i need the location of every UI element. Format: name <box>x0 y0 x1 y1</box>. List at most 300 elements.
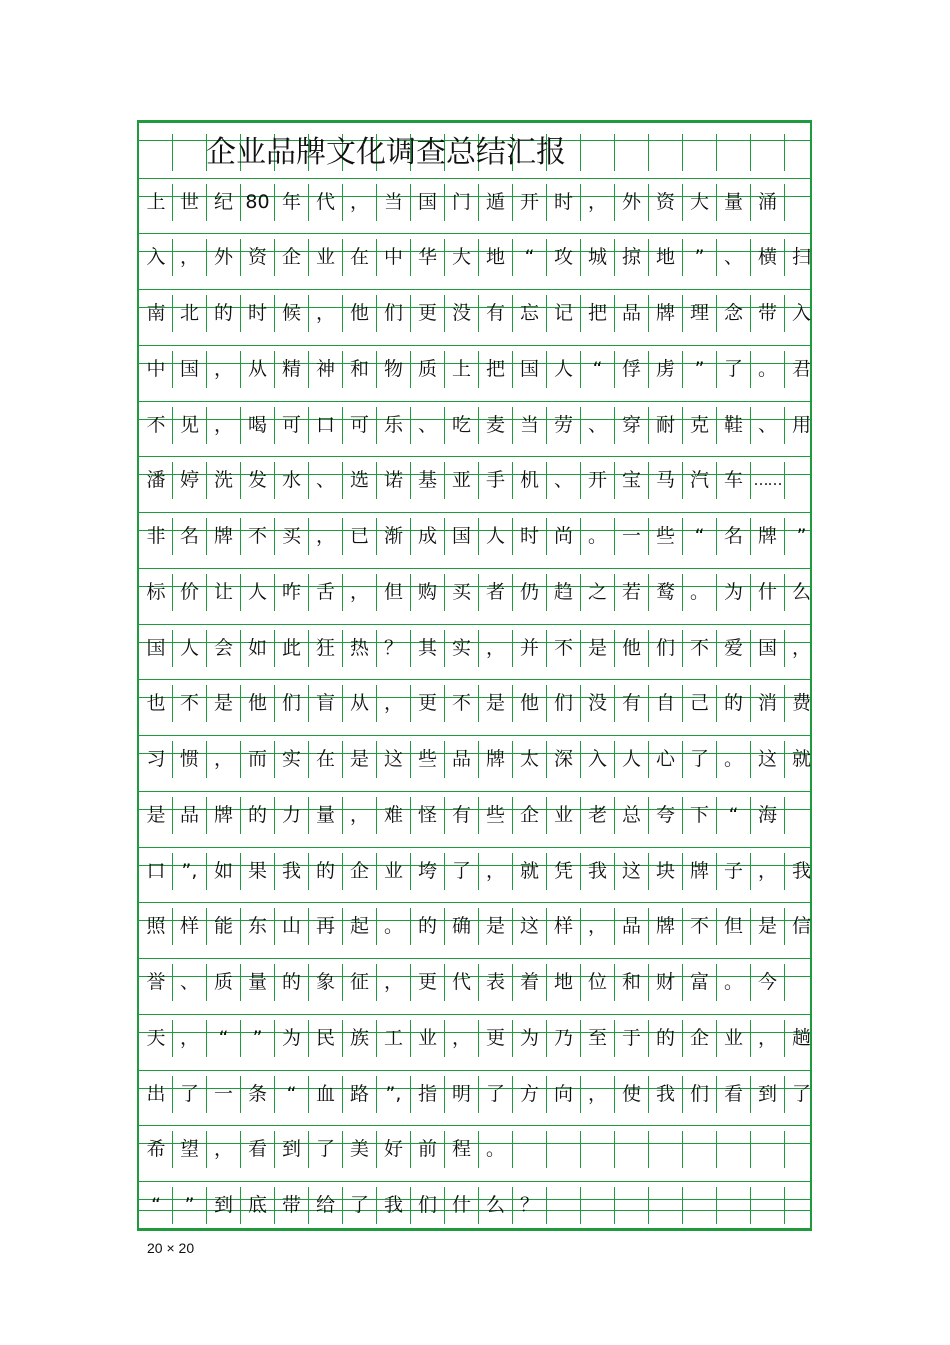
grid-cell: 人 <box>240 574 274 611</box>
grid-cell: 80 <box>240 184 274 221</box>
grid-cell <box>580 1187 614 1224</box>
grid-cell: 但 <box>716 908 750 945</box>
text-row <box>139 351 810 388</box>
grid-cell: 见 <box>172 407 206 444</box>
grid-cell: 是 <box>580 630 614 667</box>
grid-cell: 忘 <box>512 295 546 332</box>
grid-cell: 口 <box>146 860 166 882</box>
grid-cell: 程 <box>444 1131 478 1168</box>
grid-cell: 、 <box>308 462 342 499</box>
grid-cell: 者 <box>478 574 512 611</box>
grid-cell: 什 <box>750 574 784 611</box>
text-row <box>139 574 810 611</box>
grid-cell: 牌 <box>648 295 682 332</box>
grid-cell: 向 <box>546 1076 580 1113</box>
grid-cell: “ <box>682 518 716 555</box>
grid-cell: 这 <box>376 741 410 778</box>
grid-cell: 业 <box>410 1020 444 1057</box>
grid-cell: 精 <box>274 351 308 388</box>
grid-cell: 不 <box>146 414 166 436</box>
grid-cell: 也 <box>146 692 166 714</box>
grid-cell: 了 <box>716 351 750 388</box>
grid-cell: 品 <box>172 797 206 834</box>
grid-cell: 汽 <box>682 462 716 499</box>
grid-cell: 了 <box>172 1076 206 1113</box>
grid-cell: 的 <box>648 1020 682 1057</box>
grid-cell: 夸 <box>648 797 682 834</box>
grid-cell: 鞋 <box>716 407 750 444</box>
grid-cell: 不 <box>682 908 716 945</box>
grid-cell: 质 <box>410 351 444 388</box>
grid-cell <box>580 134 614 171</box>
grid-cell: 业 <box>308 239 342 276</box>
grid-cell: 已 <box>342 518 376 555</box>
grid-cell: 誉 <box>146 971 166 993</box>
grid-cell: 南 <box>146 302 166 324</box>
grid-cell: 世 <box>172 184 206 221</box>
grid-cell: 为 <box>274 1020 308 1057</box>
grid-cell: 老 <box>580 797 614 834</box>
grid-cell: 、 <box>410 407 444 444</box>
grid-cell: 之 <box>580 574 614 611</box>
grid-cell: ？ <box>512 1187 546 1224</box>
grid-cell: 了 <box>444 853 478 890</box>
grid-cell: 国 <box>146 637 166 659</box>
grid-cell: 条 <box>240 1076 274 1113</box>
grid-cell: 大 <box>444 239 478 276</box>
grid-cell: 太 <box>512 741 546 778</box>
grid-cell <box>682 1187 716 1224</box>
text-row <box>139 184 810 221</box>
grid-cell: 天 <box>146 1027 166 1049</box>
grid-cell: 我 <box>376 1187 410 1224</box>
grid-cell: ， <box>580 184 614 221</box>
grid-cell: 表 <box>478 964 512 1001</box>
grid-cell: 。 <box>716 964 750 1001</box>
grid-cell: 时 <box>240 295 274 332</box>
grid-cell: 是 <box>478 908 512 945</box>
grid-cell: 量 <box>716 184 750 221</box>
grid-cell: 鹜 <box>648 574 682 611</box>
text-row <box>139 964 810 1001</box>
grid-cell: 年 <box>274 184 308 221</box>
grid-cell: 我 <box>648 1076 682 1113</box>
grid-cell: 资 <box>240 239 274 276</box>
grid-cell: “ <box>512 239 546 276</box>
grid-cell: 乐 <box>376 407 410 444</box>
grid-cell: 有 <box>614 685 648 722</box>
grid-cell: 趟 <box>784 1020 818 1057</box>
grid-cell: 是 <box>206 685 240 722</box>
grid-cell: 们 <box>682 1076 716 1113</box>
grid-cell: 没 <box>580 685 614 722</box>
grid-cell: 标 <box>146 581 166 603</box>
grid-cell <box>648 134 682 171</box>
grid-cell <box>716 1131 750 1168</box>
grid-cell: …… <box>750 462 784 499</box>
grid-cell: 怪 <box>410 797 444 834</box>
grid-cell: 看 <box>716 1076 750 1113</box>
grid-cell: 和 <box>342 351 376 388</box>
grid-cell: 在 <box>342 239 376 276</box>
grid-cell: 再 <box>308 908 342 945</box>
grid-cell: “ <box>206 1020 240 1057</box>
grid-cell: 民 <box>308 1020 342 1057</box>
grid-cell: 耐 <box>648 407 682 444</box>
grid-cell: 上 <box>444 351 478 388</box>
text-row <box>139 797 810 834</box>
grid-cell: 口 <box>308 407 342 444</box>
grid-cell: 其 <box>410 630 444 667</box>
grid-cell: 开 <box>580 462 614 499</box>
grid-cell: 出 <box>146 1083 166 1105</box>
grid-cell: 些 <box>648 518 682 555</box>
grid-cell: 了 <box>342 1187 376 1224</box>
grid-cell: 劳 <box>546 407 580 444</box>
grid-cell: 渐 <box>376 518 410 555</box>
grid-cell: 更 <box>410 295 444 332</box>
grid-cell: 业 <box>546 797 580 834</box>
grid-cell: 纪 <box>206 184 240 221</box>
grid-cell: 若 <box>614 574 648 611</box>
grid-cell: ， <box>308 295 342 332</box>
grid-cell <box>172 134 206 171</box>
grid-cell: 、 <box>750 407 784 444</box>
grid-cell: 难 <box>376 797 410 834</box>
grid-cell: 人 <box>614 741 648 778</box>
grid-cell: 美 <box>342 1131 376 1168</box>
grid-cell: 。 <box>716 741 750 778</box>
text-row <box>139 1187 810 1224</box>
grid-cell: ， <box>478 853 512 890</box>
grid-cell: ， <box>206 741 240 778</box>
grid-cell: 是 <box>342 741 376 778</box>
grid-cell: 实 <box>274 741 308 778</box>
grid-cell: ” <box>240 1020 274 1057</box>
grid-cell: 入 <box>580 741 614 778</box>
grid-cell: 们 <box>274 685 308 722</box>
grid-cell: 从 <box>240 351 274 388</box>
text-row <box>139 630 810 667</box>
grid-cell: 牌 <box>750 518 784 555</box>
grid-cell <box>716 1187 750 1224</box>
title-row <box>139 134 810 171</box>
grid-cell: 人 <box>172 630 206 667</box>
grid-cell <box>648 1187 682 1224</box>
grid-cell: 而 <box>240 741 274 778</box>
grid-cell: 他 <box>240 685 274 722</box>
grid-cell <box>580 1131 614 1168</box>
grid-cell: 人 <box>546 351 580 388</box>
grid-cell: 量 <box>240 964 274 1001</box>
grid-cell: 什 <box>444 1187 478 1224</box>
grid-cell: 今 <box>750 964 784 1001</box>
grid-cell: 选 <box>342 462 376 499</box>
grid-cell: 发 <box>240 462 274 499</box>
grid-cell: 机 <box>512 462 546 499</box>
grid-cell: 盲 <box>308 685 342 722</box>
grid-cell: 位 <box>580 964 614 1001</box>
grid-cell: ， <box>172 239 206 276</box>
grid-cell <box>784 797 818 834</box>
grid-cell: 没 <box>444 295 478 332</box>
grid-cell: 果 <box>240 853 274 890</box>
grid-cell: 山 <box>274 908 308 945</box>
grid-cell: 念 <box>716 295 750 332</box>
grid-cell: 咋 <box>274 574 308 611</box>
grid-cell: 涌 <box>750 184 784 221</box>
grid-cell: ？ <box>376 630 410 667</box>
grid-cell: 国 <box>172 351 206 388</box>
grid-cell: ， <box>342 574 376 611</box>
grid-cell: 能 <box>206 908 240 945</box>
grid-cell: 掠 <box>614 239 648 276</box>
grid-cell <box>784 964 818 1001</box>
grid-cell <box>614 134 648 171</box>
grid-cell: ， <box>172 1020 206 1057</box>
grid-cell: 当 <box>376 184 410 221</box>
grid-cell: 们 <box>376 295 410 332</box>
grid-cell: 己 <box>682 685 716 722</box>
grid-cell: 不 <box>240 518 274 555</box>
grid-cell: 带 <box>274 1187 308 1224</box>
grid-cell: 质 <box>206 964 240 1001</box>
grid-cell: 们 <box>648 630 682 667</box>
grid-cell: 他 <box>512 685 546 722</box>
grid-cell: 和 <box>614 964 648 1001</box>
grid-cell: 名 <box>172 518 206 555</box>
grid-cell: ， <box>206 351 240 388</box>
grid-cell: 牌 <box>206 797 240 834</box>
grid-cell: 非 <box>146 525 166 547</box>
grid-size-label: 20 × 20 <box>147 1240 195 1256</box>
grid-cell <box>648 1131 682 1168</box>
grid-cell: 把 <box>478 351 512 388</box>
grid-cell: 力 <box>274 797 308 834</box>
grid-cell: 热 <box>342 630 376 667</box>
grid-cell: 在 <box>308 741 342 778</box>
grid-cell: 买 <box>444 574 478 611</box>
grid-cell: ”, <box>376 1076 410 1113</box>
grid-cell: 是 <box>478 685 512 722</box>
grid-cell: 方 <box>512 1076 546 1113</box>
grid-cell: 惯 <box>172 741 206 778</box>
grid-cell: 企 <box>512 797 546 834</box>
grid-cell: 业 <box>376 853 410 890</box>
grid-cell <box>614 1131 648 1168</box>
grid-cell: 不 <box>682 630 716 667</box>
grid-cell <box>784 1187 818 1224</box>
grid-cell: ， <box>750 853 784 890</box>
grid-cell: 量 <box>308 797 342 834</box>
grid-cell: 他 <box>614 630 648 667</box>
grid-cell: 望 <box>172 1131 206 1168</box>
grid-cell: 富 <box>682 964 716 1001</box>
grid-cell <box>750 1187 784 1224</box>
grid-cell: 购 <box>410 574 444 611</box>
text-row <box>139 518 810 555</box>
grid-cell: 牌 <box>206 518 240 555</box>
grid-cell: 。 <box>580 518 614 555</box>
grid-cell: 了 <box>478 1076 512 1113</box>
grid-cell: 着 <box>512 964 546 1001</box>
grid-cell: 指 <box>410 1076 444 1113</box>
grid-cell: 不 <box>546 630 580 667</box>
grid-cell: 的 <box>274 964 308 1001</box>
grid-cell: 外 <box>614 184 648 221</box>
grid-cell: 企 <box>274 239 308 276</box>
grid-cell: 地 <box>478 239 512 276</box>
grid-cell: 物 <box>376 351 410 388</box>
grid-cell: 城 <box>580 239 614 276</box>
document-title: 企业品牌文化调查总结汇报 <box>206 135 566 170</box>
grid-cell: 子 <box>716 853 750 890</box>
grid-cell: 国 <box>512 351 546 388</box>
grid-cell: 些 <box>478 797 512 834</box>
text-row <box>139 741 810 778</box>
grid-cell: 君 <box>784 351 818 388</box>
grid-cell: 自 <box>648 685 682 722</box>
grid-cell: 。 <box>478 1131 512 1168</box>
grid-cell: 让 <box>206 574 240 611</box>
grid-cell: 成 <box>410 518 444 555</box>
grid-cell: 狂 <box>308 630 342 667</box>
grid-cell <box>750 134 784 171</box>
grid-cell: “ <box>716 797 750 834</box>
grid-cell: 的 <box>240 797 274 834</box>
grid-cell: 些 <box>410 741 444 778</box>
grid-cell: 牌 <box>648 908 682 945</box>
grid-cell: 并 <box>512 630 546 667</box>
grid-cell <box>546 1131 580 1168</box>
grid-cell: 中 <box>376 239 410 276</box>
grid-cell: 手 <box>478 462 512 499</box>
grid-cell: 一 <box>206 1076 240 1113</box>
grid-cell: ， <box>342 184 376 221</box>
grid-cell: 资 <box>648 184 682 221</box>
grid-cell: 这 <box>750 741 784 778</box>
grid-cell: 用 <box>784 407 818 444</box>
grid-cell: 东 <box>240 908 274 945</box>
grid-cell: ， <box>478 630 512 667</box>
grid-cell: 我 <box>784 853 818 890</box>
grid-cell: 么 <box>478 1187 512 1224</box>
grid-cell: 我 <box>274 853 308 890</box>
grid-cell: 血 <box>308 1076 342 1113</box>
grid-cell: 、 <box>580 407 614 444</box>
grid-cell: 象 <box>308 964 342 1001</box>
grid-cell: 候 <box>274 295 308 332</box>
grid-cell <box>784 1131 818 1168</box>
grid-cell <box>682 1131 716 1168</box>
grid-cell: 有 <box>478 295 512 332</box>
grid-cell: 从 <box>342 685 376 722</box>
grid-cell: 时 <box>546 184 580 221</box>
grid-cell: 块 <box>648 853 682 890</box>
grid-cell: 垮 <box>410 853 444 890</box>
grid-cell: 买 <box>274 518 308 555</box>
grid-cell: ” <box>682 351 716 388</box>
grid-cell <box>682 134 716 171</box>
grid-cell <box>139 134 173 171</box>
grid-cell: 了 <box>784 1076 818 1113</box>
grid-cell: 代 <box>308 184 342 221</box>
grid-cell: 华 <box>410 239 444 276</box>
grid-cell: 如 <box>240 630 274 667</box>
grid-cell: 看 <box>240 1131 274 1168</box>
grid-cell: 中 <box>146 358 166 380</box>
grid-cell: 品 <box>614 908 648 945</box>
grid-cell: 征 <box>342 964 376 1001</box>
grid-cell: ” <box>682 239 716 276</box>
grid-cell: 宝 <box>614 462 648 499</box>
grid-cell: 俘 <box>614 351 648 388</box>
grid-cell: 前 <box>410 1131 444 1168</box>
grid-cell: 理 <box>682 295 716 332</box>
grid-cell <box>512 1131 546 1168</box>
grid-cell: 时 <box>512 518 546 555</box>
grid-cell: 此 <box>274 630 308 667</box>
grid-cell <box>784 134 818 171</box>
grid-cell: 吃 <box>444 407 478 444</box>
text-row <box>139 295 810 332</box>
grid-cell <box>716 134 750 171</box>
grid-cell: 凭 <box>546 853 580 890</box>
grid-cell: 有 <box>444 797 478 834</box>
grid-cell: 爱 <box>716 630 750 667</box>
grid-cell: ” <box>172 1187 206 1224</box>
grid-cell: 大 <box>682 184 716 221</box>
grid-cell: 人 <box>478 518 512 555</box>
grid-cell: 更 <box>478 1020 512 1057</box>
grid-cell: 扫 <box>784 239 818 276</box>
grid-cell: 价 <box>172 574 206 611</box>
grid-cell: 入 <box>146 246 166 268</box>
grid-cell: 于 <box>614 1020 648 1057</box>
grid-cell: 外 <box>206 239 240 276</box>
grid-cell: 可 <box>274 407 308 444</box>
text-row <box>139 1076 810 1113</box>
grid-cell: 路 <box>342 1076 376 1113</box>
grid-cell: 心 <box>648 741 682 778</box>
grid-cell: ”, <box>172 853 206 890</box>
grid-cell <box>784 462 818 499</box>
grid-cell: “ <box>580 351 614 388</box>
grid-cell: 、 <box>716 239 750 276</box>
text-row <box>139 239 810 276</box>
grid-cell: 确 <box>444 908 478 945</box>
grid-cell: 样 <box>172 908 206 945</box>
grid-cell: ” <box>784 518 818 555</box>
grid-cell: ， <box>308 518 342 555</box>
grid-cell: 北 <box>172 295 206 332</box>
grid-cell: 诺 <box>376 462 410 499</box>
text-row <box>139 462 810 499</box>
text-row <box>139 1131 810 1168</box>
grid-cell: 地 <box>648 239 682 276</box>
grid-cell: 是 <box>750 908 784 945</box>
grid-cell: 记 <box>546 295 580 332</box>
grid-cell: 品 <box>444 741 478 778</box>
grid-cell: 到 <box>206 1187 240 1224</box>
grid-cell: 就 <box>512 853 546 890</box>
grid-cell: 就 <box>784 741 818 778</box>
grid-cell: 更 <box>410 685 444 722</box>
grid-cell: 明 <box>444 1076 478 1113</box>
grid-cell: 费 <box>784 685 818 722</box>
text-row <box>139 407 810 444</box>
grid-cell: 的 <box>308 853 342 890</box>
